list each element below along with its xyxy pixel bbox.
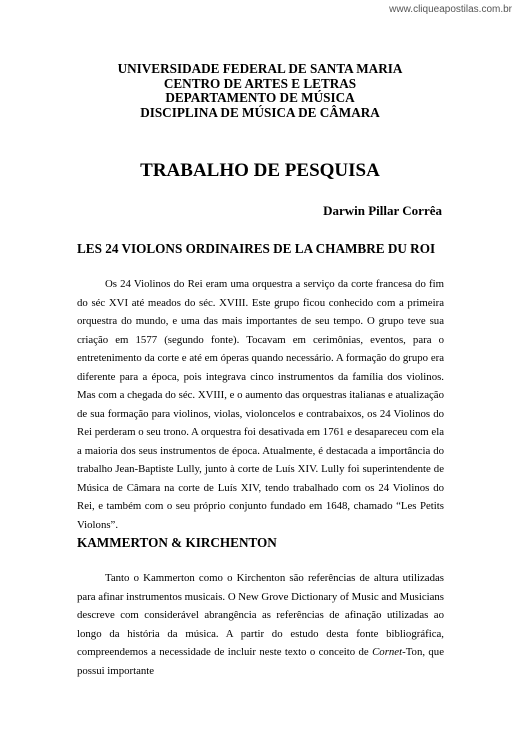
author-name: Darwin Pillar Corrêa — [323, 203, 442, 218]
watermark: www.cliqueapostilas.com.br — [389, 4, 512, 15]
paragraph-kammerton-text-end: -Ton, que possui importante — [77, 646, 444, 677]
paragraph-kammerton — [77, 569, 444, 680]
institution-header — [0, 62, 520, 120]
header-department: DEPARTAMENTO DE MÚSICA — [165, 90, 355, 106]
paragraph-kammerton-italic: Cornet — [372, 646, 403, 658]
paragraph-violons: Os 24 Violinos do Rei eram uma orquestra a serviço da corte francesa do fim do séc XVI até meados do séc. XVIII. Este grupo ficou conhecido com a primeira orquestra do mundo, e uma das mais importantes de seu tempo. O grupo teve sua criação em 1577 (segundo fonte). Tocavam em cerimônias, eventos, para o entretenimento da corte e até em óperas quando necessário. A formação do grupo era diferente para a época, pois integrava cinco instrumentos da família dos violinos. Mas com a chegada do séc. XVIII, e o aumento das orquestras italianas e atualização de sua formação para violinos, violas, violoncelos e contrabaixos, os 24 Violinos do Rei perderam o seu trono. A orquestra foi desativada em 1761 e desapareceu com ela a maioria dos seus instrumentos de época. Atualmente, é destacada a importância do trabalho Jean-Baptiste Lully, junto à corte de Luís XIV. Lully foi superintendente de Música de Câmara na corte de Luís XIV, tendo trabalhado com os 24 Violinos do Rei, e também com o seu próprio conjunto fundado em 1648, chamado “Les Petits Violons”. — [77, 278, 444, 531]
paragraph-kammerton-text: Tanto o Kammerton como o Kirchenton são referências de altura utilizadas para afinar instrumentos musicais. O New Grove Dictionary of Music and Musicians descreve com considerável abrangência as referências de afinação utilizadas ao longo da história da música. A partir do estudo desta fonte bibliográfica, compreendemos a necessidade de incluir neste texto o conceito de — [77, 572, 445, 658]
section-heading-violons: LES 24 VIOLONS ORDINAIRES DE LA CHAMBRE DU ROI — [77, 241, 436, 256]
header-center: CENTRO DE ARTES E LETRAS — [163, 75, 357, 91]
header-university: UNIVERSIDADE FEDERAL DE SANTA MARIA — [117, 61, 403, 76]
document-title: TRABALHO DE PESQUISA — [140, 160, 380, 181]
header-discipline: DISCIPLINA DE MÚSICA DE CÂMARA — [140, 104, 380, 120]
section-heading-kammerton: KAMMERTON & KIRCHENTON — [77, 535, 277, 550]
